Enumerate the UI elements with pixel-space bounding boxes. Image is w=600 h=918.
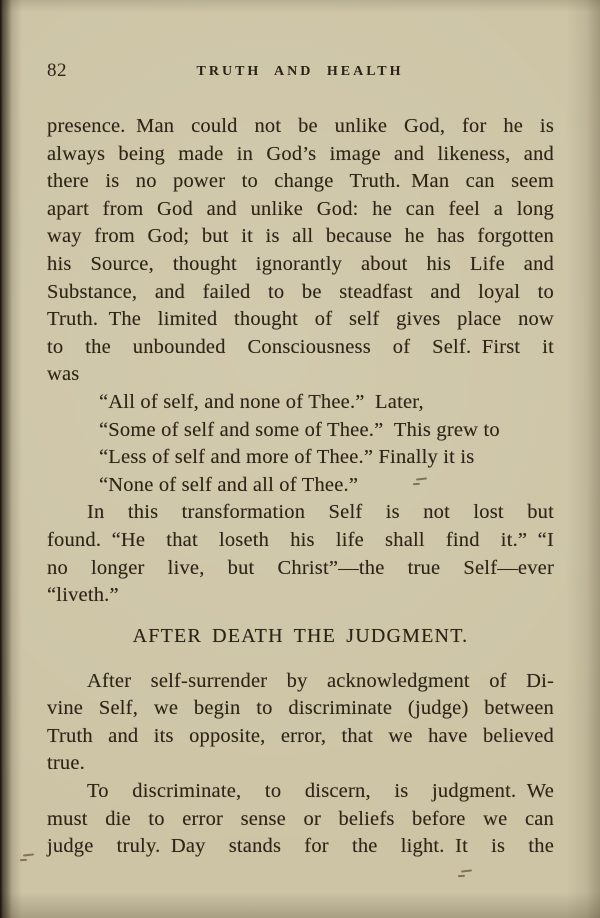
text-line: vine Self, we begin to discriminate (judge) between bbox=[47, 697, 554, 720]
text-line: was bbox=[47, 363, 80, 386]
paragraph bbox=[47, 113, 554, 389]
paragraph bbox=[47, 668, 554, 778]
text-line: “All of self, and none of Thee.” Later, bbox=[99, 390, 424, 413]
page-number: 82 bbox=[47, 60, 67, 81]
text-line: must die to error sense or beliefs before we can bbox=[47, 807, 554, 830]
text-line: found. “He that loseth his life shall find it.” “I bbox=[47, 528, 554, 551]
text-line: no longer live, but Christ”—the true Self—ever bbox=[47, 556, 554, 579]
text-line: always being made in God’s image and likeness, and bbox=[47, 142, 554, 165]
text-line: way from God; but it is all because he has forgotten bbox=[47, 225, 554, 248]
text-line: “liveth.” bbox=[47, 584, 119, 607]
section-heading: AFTER DEATH THE JUDGMENT. bbox=[132, 624, 469, 647]
text-line: “None of self and all of Thee.” bbox=[99, 473, 359, 496]
text-line: to the unbounded Consciousness of Self. First it bbox=[47, 335, 554, 358]
paragraph bbox=[47, 778, 554, 861]
text-line: To discriminate, to discern, is judgment. We bbox=[87, 780, 554, 803]
running-title: TRUTH AND HEALTH bbox=[196, 64, 404, 79]
text-line: “Some of self and some of Thee.” This grew to bbox=[99, 418, 500, 441]
pencil-mark bbox=[458, 870, 472, 878]
text-line: In this transformation Self is not lost but bbox=[87, 501, 554, 524]
text-line: apart from God and unlike God: he can feel a long bbox=[47, 197, 554, 220]
paragraph bbox=[47, 499, 554, 609]
page-header bbox=[0, 60, 600, 84]
text-line: true. bbox=[47, 752, 85, 775]
text-line: Truth. The limited thought of self gives place now bbox=[47, 308, 554, 331]
quotation-block bbox=[99, 389, 554, 499]
text-line: Substance, and failed to be steadfast and loyal to bbox=[47, 280, 554, 303]
text-line: presence. Man could not be unlike God, for he is bbox=[47, 115, 554, 137]
text-line: “Less of self and more of Thee.” Finally it is bbox=[99, 446, 475, 469]
pencil-mark bbox=[20, 854, 34, 862]
page-gutter-shadow bbox=[0, 0, 12, 918]
text-line: his Source, thought ignorantly about his Life and bbox=[47, 252, 554, 275]
text-line: judge truly. Day stands for the light. It is the bbox=[47, 835, 554, 858]
page-body bbox=[47, 113, 554, 861]
text-line: there is no power to change Truth. Man can seem bbox=[47, 170, 554, 193]
text-line: Truth and its opposite, error, that we have believed bbox=[47, 724, 554, 747]
text-line: After self-surrender by acknowledgment of Di- bbox=[87, 669, 554, 692]
